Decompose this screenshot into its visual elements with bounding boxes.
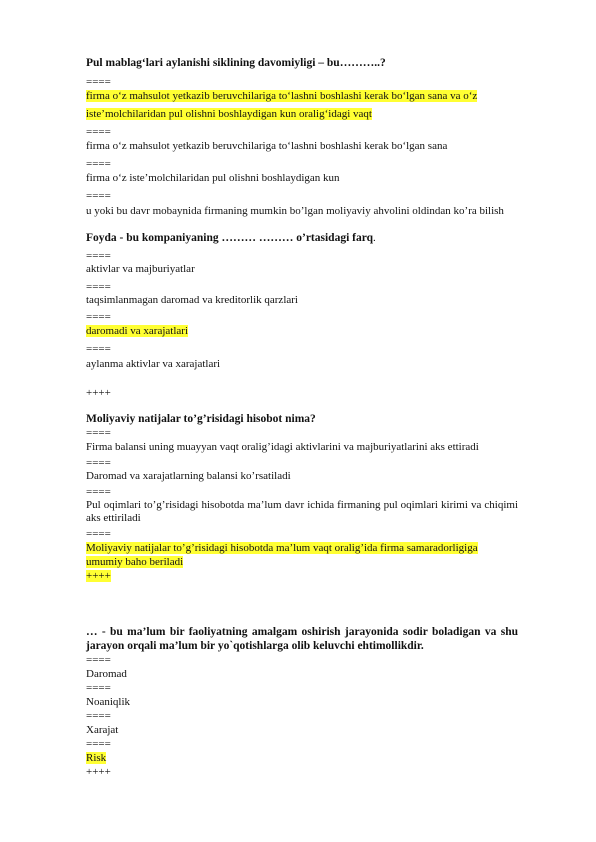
question-3-option-4-line-2: umumiy baho beriladi (86, 556, 184, 568)
question-1-option-3: firma o‘z iste’molchilaridan pul olishni boshlaydigan kun (86, 172, 340, 184)
question-2-option-4: aylanma aktivlar va xarajatlari (86, 358, 221, 370)
question-3-option-1: Firma balansi uning muayyan vaqt oralig’idagi aktivlarini va majburiyatlarini aks ettiradi (86, 441, 479, 453)
separator: ==== (86, 158, 111, 170)
separator: ==== (86, 738, 111, 750)
separator: ==== (86, 190, 111, 202)
separator: ==== (86, 710, 111, 722)
question-3-option-4-line-1: Moliyaviy natijalar to’g’risidagi hisobotda ma’lum vaqt oralig’ida firma samaradorligiga (86, 542, 478, 554)
question-3-title: Moliyaviy natijalar to’g’risidagi hisobot nima? (86, 413, 316, 425)
question-4-title: … - bu ma’lum bir faoliyatning amalgam oshirish jarayonida sodir boladigan va shu jarayon orqali ma’lum bir yo`qotishlarga olib keluvchi ehtimollikdir. (86, 626, 518, 652)
separator: ==== (86, 457, 111, 469)
separator: ==== (86, 76, 111, 88)
question-2-option-1: aktivlar va majburiyatlar (86, 263, 195, 275)
separator: ==== (86, 528, 111, 540)
answer-end-marker: ++++ (86, 387, 111, 399)
separator: ==== (86, 250, 111, 262)
separator: ==== (86, 427, 111, 439)
question-1-option-1-line-1: firma o‘z mahsulot yetkazib beruvchilariga to‘lashni boshlashi kerak bo‘lgan sana va o‘z (86, 90, 478, 102)
question-4-option-3: Xarajat (86, 724, 119, 736)
separator: ==== (86, 343, 111, 355)
question-1-option-1-line-2: iste’molchilaridan pul olishni boshlaydigan kun oralig‘idagi vaqt (86, 108, 372, 120)
question-2-option-2: taqsimlanmagan daromad va kreditorlik qarzlari (86, 294, 298, 306)
question-2-title: Foyda - bu kompaniyaning ……… ……… o’rtasidagi farq. (86, 232, 376, 244)
question-3-option-3: Pul oqimlari to’g’risidagi hisobotda ma’lum davr ichida firmaning pul oqimlari kirimi va chiqimi aks ettiriladi (86, 499, 518, 524)
separator: ==== (86, 654, 111, 666)
answer-end-marker: ++++ (86, 766, 111, 778)
separator: ==== (86, 311, 111, 323)
separator: ==== (86, 486, 111, 498)
answer-end-marker: ++++ (86, 570, 111, 582)
question-1-title: Pul mablag‘lari aylanishi siklining davomiyligi – bu………..? (86, 57, 386, 69)
question-4-option-2: Noaniqlik (86, 696, 130, 708)
separator: ==== (86, 281, 111, 293)
question-4-option-1: Daromad (86, 668, 127, 680)
question-1-option-4: u yoki bu davr mobaynida firmaning mumkin bo’lgan moliyaviy ahvolini oldindan ko’ra bilish (86, 205, 504, 217)
separator: ==== (86, 126, 111, 138)
question-3-option-2: Daromad va xarajatlarning balansi ko’rsatiladi (86, 470, 291, 482)
question-1-option-2: firma o‘z mahsulot yetkazib beruvchilariga to‘lashni boshlashi kerak bo‘lgan sana (86, 140, 448, 152)
question-4-option-4: Risk (86, 752, 107, 764)
separator: ==== (86, 682, 111, 694)
question-2-option-3: daromadi va xarajatlari (86, 325, 189, 337)
